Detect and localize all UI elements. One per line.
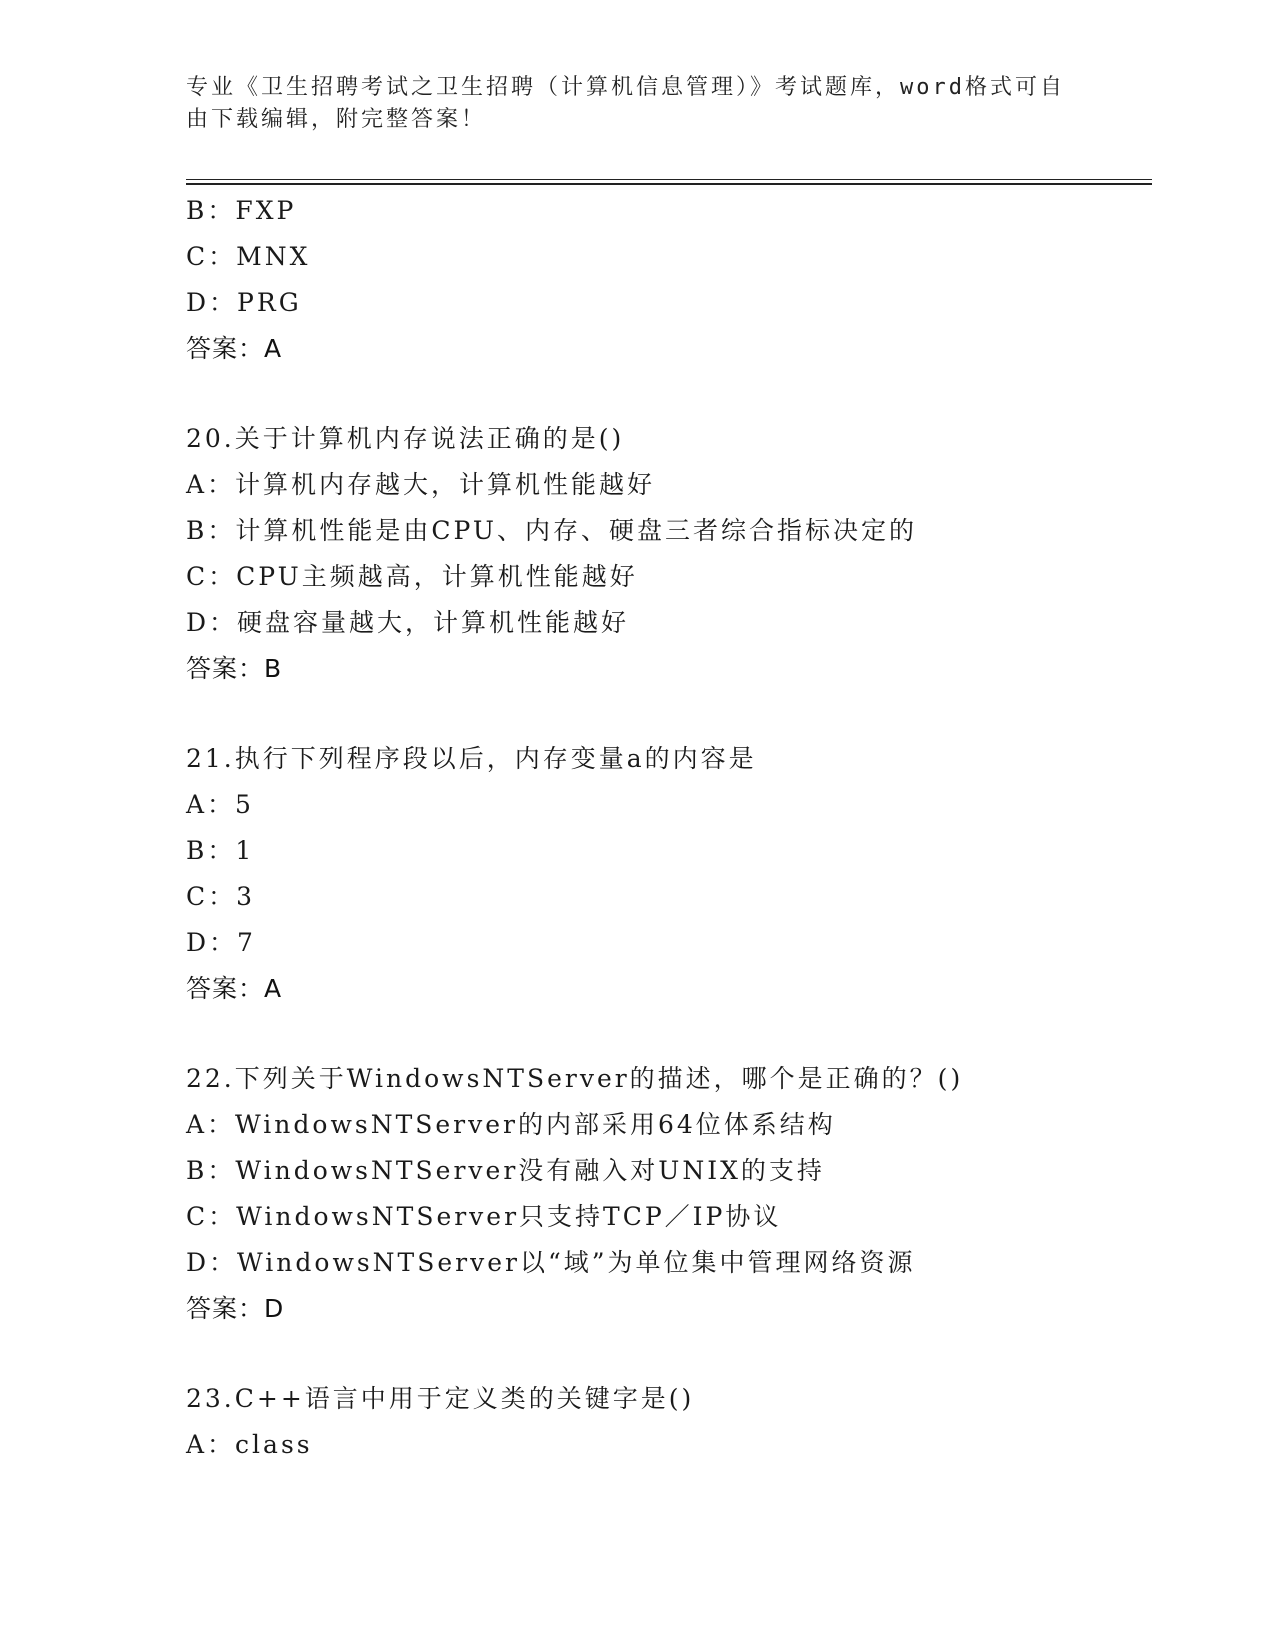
option-a: A：计算机内存越大，计算机性能越好 bbox=[186, 470, 656, 499]
option-d: D：WindowsNTServer以“域”为单位集中管理网络资源 bbox=[186, 1248, 916, 1277]
question-stem: 20.关于计算机内存说法正确的是() bbox=[186, 424, 625, 453]
option-b: B：1 bbox=[186, 836, 255, 865]
option-c: C：CPU主频越高，计算机性能越好 bbox=[186, 562, 638, 591]
document-header bbox=[186, 72, 1066, 136]
option-b: B：WindowsNTServer没有融入对UNIX的支持 bbox=[186, 1156, 825, 1185]
option-d: D：7 bbox=[186, 928, 256, 957]
option-d: D：硬盘容量越大，计算机性能越好 bbox=[186, 608, 630, 637]
question-stem: 21.执行下列程序段以后，内存变量a的内容是 bbox=[186, 744, 757, 773]
header-divider-thick bbox=[186, 183, 1152, 185]
answer-label: 答案：A bbox=[186, 334, 283, 363]
answer-label: 答案：D bbox=[186, 1294, 285, 1323]
answer-label: 答案：A bbox=[186, 974, 283, 1003]
option-c: C：3 bbox=[186, 882, 256, 911]
option-c: C：MNX bbox=[186, 242, 311, 271]
option-d: D：PRG bbox=[186, 288, 302, 317]
question-20 bbox=[186, 416, 1146, 692]
option-b: B：FXP bbox=[186, 196, 297, 225]
option-a: A：WindowsNTServer的内部采用64位体系结构 bbox=[186, 1110, 836, 1139]
option-a: A：class bbox=[186, 1430, 313, 1459]
header-divider-thin bbox=[186, 179, 1152, 180]
header-line-2: 由下载编辑，附完整答案！ bbox=[186, 107, 487, 132]
question-list bbox=[186, 188, 1146, 1468]
option-c: C：WindowsNTServer只支持TCP／IP协议 bbox=[186, 1202, 782, 1231]
question-21 bbox=[186, 736, 1146, 1012]
question-23 bbox=[186, 1376, 1146, 1468]
question-19-partial bbox=[186, 188, 1146, 372]
question-stem: 22.下列关于WindowsNTServer的描述，哪个是正确的？() bbox=[186, 1064, 964, 1093]
option-a: A：5 bbox=[186, 790, 254, 819]
question-22 bbox=[186, 1056, 1146, 1332]
question-stem: 23.C++语言中用于定义类的关键字是() bbox=[186, 1384, 695, 1413]
option-b: B：计算机性能是由CPU、内存、硬盘三者综合指标决定的 bbox=[186, 516, 917, 545]
answer-label: 答案：B bbox=[186, 654, 283, 683]
header-line-1: 专业《卫生招聘考试之卫生招聘（计算机信息管理）》考试题库，word格式可自 bbox=[186, 75, 1065, 100]
